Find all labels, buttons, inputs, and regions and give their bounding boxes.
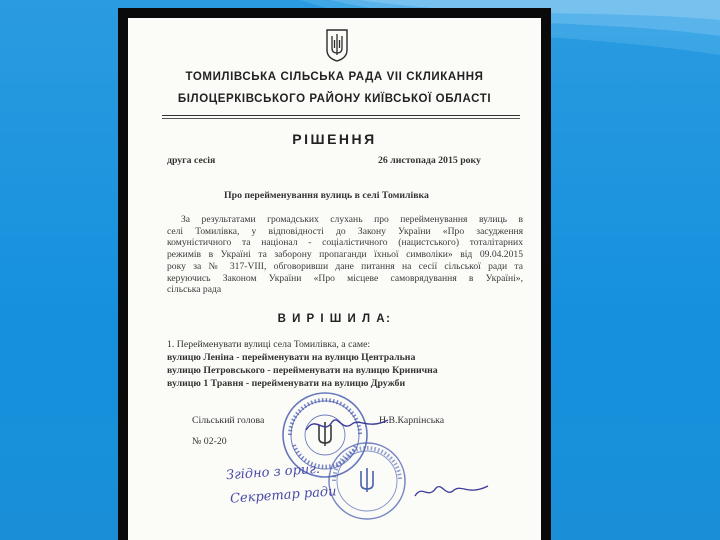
rename-item: вулицю 1 Травня - перейменувати на вулицю Дружби [167, 378, 406, 389]
preamble-line: режимів в Україні та заборону пропаганди їхньої символіки» від 09.04.2015 [167, 249, 523, 261]
preamble-line: сільська рада [167, 284, 222, 296]
preamble-line: комуністичного та націонал - соціалістичного (нацистського) тоталітарних [167, 237, 523, 249]
header-rule [162, 115, 520, 116]
header-rule-thin [162, 118, 520, 119]
preamble-line: селі Томилівка, у відповідності до Закону України «Про засудження [167, 225, 523, 237]
document-page [128, 18, 541, 540]
document-date: 26 листопада 2015 року [378, 155, 481, 166]
decision-item-1: 1. Перейменувати вулиці села Томилівка, а саме: [167, 339, 371, 350]
council-district: БІЛОЦЕРКІВСЬКОГО РАЙОНУ КИЇВСЬКОЇ ОБЛАСТІ [177, 93, 492, 105]
handwritten-note: Згідно з ориг. [225, 461, 321, 484]
signature-icon [412, 478, 492, 504]
rename-item: вулицю Леніна - перейменувати на вулицю Центральна [167, 352, 416, 363]
head-name: Н.В.Карпінська [379, 415, 445, 426]
trident-emblem-icon [325, 28, 349, 62]
preamble-line: року за № 317-VIII, обговоривши дане питання на сесії сільської ради та [167, 260, 523, 272]
handwritten-note: Секретар ради [229, 484, 338, 507]
preamble-line: керуючись Законом України «Про місцеве самоврядування в Україні», [167, 272, 523, 284]
official-stamp-icon [326, 440, 408, 522]
decision-heading: В И Р І Ш И Л А: [277, 313, 392, 325]
document-subject: Про перейменування вулиць в селі Томилівка [224, 190, 429, 201]
preamble-line: За результатами громадських слухань про перейменування вулиць в [181, 214, 523, 225]
council-name: ТОМИЛІВСЬКА СІЛЬСЬКА РАДА VII СКЛИКАННЯ [185, 71, 484, 83]
signature-icon [302, 410, 392, 438]
rename-item: вулицю Петровського - перейменувати на вулицю Кринична [167, 365, 438, 376]
preamble [167, 214, 523, 296]
document-number: № 02-20 [192, 436, 227, 447]
session-label: друга сесія [167, 155, 216, 166]
document-heading: РІШЕННЯ [292, 131, 377, 147]
head-title: Сільський голова [192, 415, 265, 426]
